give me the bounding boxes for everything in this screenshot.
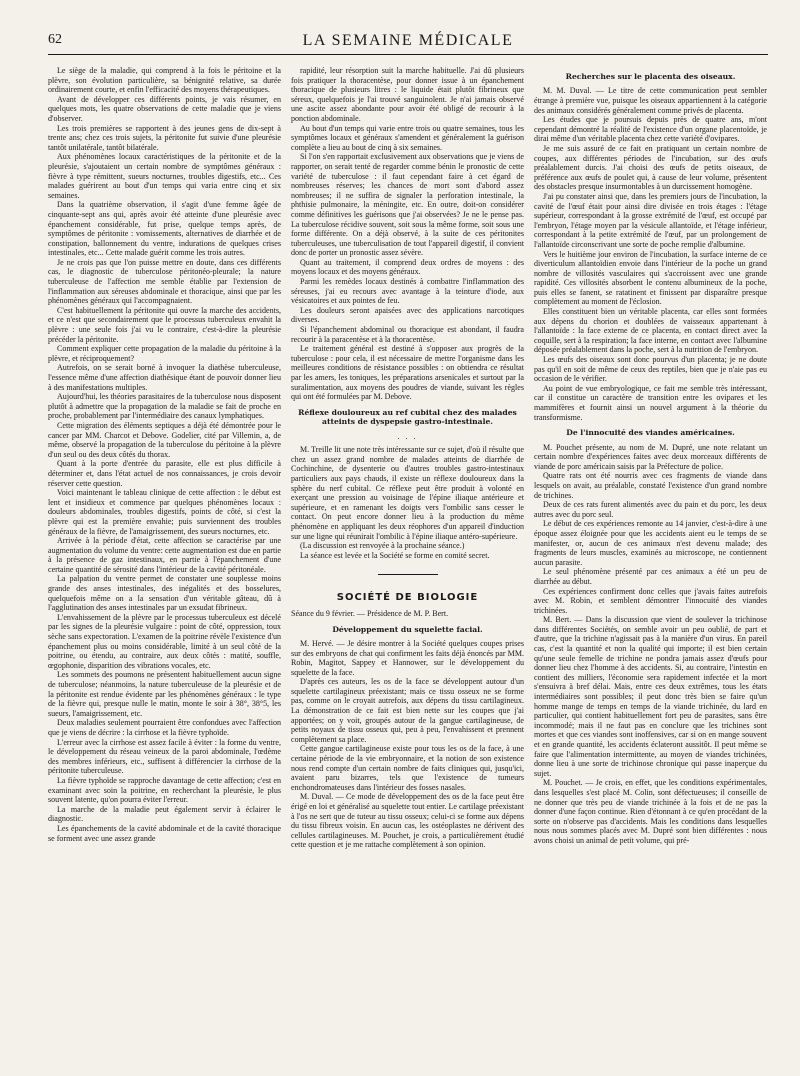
- paragraph: Autrefois, on se serait borné à invoquer la diathèse tuberculeuse, l'essence même d'une affection diathésique étant de pouvoir donner lieu à des manifestations multiples.: [48, 363, 281, 392]
- section-divider: [378, 574, 438, 575]
- heading-squelette-facial: Développement du squelette facial.: [332, 624, 483, 634]
- treille-article: [291, 445, 524, 560]
- paragraph: Quatre rats ont été nourris avec ces fragments de viande dans lesquels on avait, au préalable, constaté l'existence d'un grand nombre de trichines.: [534, 471, 767, 500]
- paragraph: M. Pouchet. — Je crois, en effet, que les conditions expérimentales, dans lesquelles s'est placé M. Colin, sont défectueuses; il conseille de ne donner que très peu de viande trichinée à la fois et de ne pas la donner d'une façon continue. Rien d'étonnant à ce qu'en procédant de la sorte on n'observe pas d'accidents. Mais les conditions dans lesquelles nous nous sommes placés avec M. Dupré sont bien différentes : nous avons choisi un animal de petit volume, qui pré-: [534, 778, 767, 845]
- paragraph: Aujourd'hui, les théories parasitaires de la tuberculose nous disposent plutôt à admettre que la propagation de la maladie se fait de proche en proche, probablement par l'intermédiaire des canaux lymphatiques.: [48, 392, 281, 421]
- paragraph: Je ne crois pas que l'on puisse mettre en doute, dans ces différents cas, le diagnostic de tuberculose péritonéo-pleurale; la nature tuberculeuse de l'affection me semble établie par l'extension de l'inflammation aux séreuses abdominale et thoracique, ainsi que par les phénomènes généraux qui l'accompagnaient.: [48, 257, 281, 306]
- paragraph: Parmi les remèdes locaux destinés à combattre l'inflammation des séreuses, j'ai eu recours avec avantage à la teinture d'iode, aux vésicatoires et aux pointes de feu.: [291, 277, 524, 306]
- page-number: 62: [48, 32, 62, 47]
- paragraph: Arrivée à la période d'état, cette affection se caractérise par une augmentation du volume du ventre: cette augmentation est due en partie à la présence de gaz intestinaux, en partie à l'épanchement d'une certaine quantité de sérosité dans l'intérieur de la cavité péritonéale.: [48, 536, 281, 574]
- paragraph: La marche de la maladie peut également servir à éclairer le diagnostic.: [48, 804, 281, 824]
- paragraph: C'est habituellement la péritonite qui ouvre la marche des accidents, et ce n'est que secondairement que le processus tuberculeux envahit la plèvre : une seule fois j'ai vu le contraire, c'est-à-dire la pleurésie précéder la péritonite.: [48, 305, 281, 344]
- paragraph: Cette migration des éléments septiques a déjà été démontrée pour le cancer par MM. Charcot et Debove. Godelier, cité par Villemin, a, de même, observé la propagation de la tuberculose du péritoine à la plèvre d'un seul ou des deux côtés du thorax.: [48, 420, 281, 459]
- column-1: [48, 66, 281, 1062]
- paragraph: M. Hervé. — Je désire montrer à la Société quelques coupes prises sur des embryons de chat qui confirment les faits déjà énoncés par MM. Robin, Magitot, Sappey et Hannower, sur le développement du squelette de la face.: [291, 638, 524, 677]
- heading-reflexe-douloureux: Réflexe douloureux au ref cubital chez des malades atteints de dyspepsie gastro-intestinale.: [298, 407, 517, 427]
- paragraph: Les épanchements de la cavité abdominale et de la cavité thoracique se forment avec une assez grande: [48, 823, 281, 843]
- paragraph: La fièvre typhoïde se rapproche davantage de cette affection; c'est en examinant avec soin la poitrine, en recherchant la pleurésie, le plus souvent latente, qu'on pourra éviter l'erreur.: [48, 775, 281, 805]
- paragraph: Avant de développer ces différents points, je vais résumer, en quelques mots, les quatre observations de cette maladie que je viens d'observer.: [48, 94, 281, 123]
- paragraph: M. Treille lit une note très intéressante sur ce sujet, d'où il résulte que chez un assez grand nombre de malades atteints de diarrhée de Cochinchine, de dysenterie ou d'autres troubles gastro-intestinaux particuliers aux pays chauds, il existe un réflexe douloureux dans la sphère du nerf cubital. Ce réflexe peut être produit à volonté en exerçant une pression au voisinage de l'épine iliaque antérieure et supérieure, et en ramenant les doigts vers l'ombilic sans cesser le contact. On peut encore donner lieu à la production du même phénomène en appliquant les deux réophores d'un appareil d'induction sur une ligne qui réunirait l'ombilic à l'épine iliaque antéro-supérieure.: [291, 445, 524, 541]
- paragraph: Quant au traitement, il comprend deux ordres de moyens : des moyens locaux et des moyens généraux.: [291, 257, 524, 277]
- journal-title: LA SEMAINE MÉDICALE: [302, 32, 514, 49]
- paragraph: Au point de vue embryologique, ce fait me semble très intéressant, car il constitue un caractère de transition entre les ovipares et les mammifères et fournit ainsi un nouvel argument à la théorie du transformisme.: [534, 383, 767, 422]
- section-title-societe-biologie: SOCIÉTÉ DE BIOLOGIE: [336, 592, 479, 604]
- paragraph: Dans la quatrième observation, il s'agit d'une femme âgée de cinquante-sept ans qui, après avoir été atteinte d'une pleurésie avec épanchement considérable, fut prise, quelque temps après, de symptômes de péritonite : vomissements, alternatives de diarrhée et de constipation, ballonnement du ventre, indurations de quelques crises intestinales, etc... Cette malade guérit comme les trois autres.: [48, 200, 281, 258]
- paragraph: Cette gangue cartilagineuse existe pour tous les os de la face, à une certaine période de la vie embryonnaire, et la notion de son existence nous rend compte d'un certain nombre de faits cliniques qui, jusqu'ici, avaient paru bizarres, tels que l'existence de tumeurs enchondromateuses dans l'intérieur des fosses nasales.: [291, 744, 524, 792]
- paragraph: Le siège de la maladie, qui comprend à la fois le péritoine et la plèvre, son évolution particulière, sa bénignité relative, sa durée ordinairement courte, et enfin l'efficacité des moyens thérapeutiques.: [48, 66, 281, 95]
- paragraph: (La discussion est renvoyée à la prochaine séance.): [300, 541, 465, 551]
- paragraph: Je me suis assuré de ce fait en pratiquant un certain nombre de coupes, aux différentes périodes de l'incubation, sur des œufs préalablement durcis. J'ai choisi des œufs de petits oiseaux, de préférence aux œufs de poulet qui, à cause de leur volume, présentent des obstacles presque insurmontables à un durcissement homogène.: [534, 143, 767, 192]
- squelette-article: [291, 639, 524, 850]
- tuberculosis-article-end: [291, 66, 524, 402]
- column-3: [534, 66, 767, 1062]
- paragraph: M. Duval. — Ce mode de développement des os de la face peut être érigé en loi et généralisé au squelette tout entier. Le cartilage préexistant à l'os ne sert que de tuteur au tissu osseux; celui-ci se forme aux dépens du tissu fibreux voisin. En aucun cas, les ostéoplastes ne dérivent des cellules cartilagineuses. M. Pouchet, je crois, a particulièrement étudié cette question et je me rattache complètement à son opinion.: [291, 792, 524, 850]
- paragraph: Le seul phénomène présenté par ces animaux a été un peu de diarrhée au début.: [534, 567, 767, 586]
- paragraph: Si l'on s'en rapportait exclusivement aux observations que je viens de rapporter, on serait tenté de regarder comme bénin le pronostic de cette variété de tuberculose : il faut cependant faire à cet égard de nombreuses réserves; les chances de mort sont d'abord assez nombreuses; il ne suffira de signaler la perforation intestinale, la phthisie pulmonaire, la méningite, etc. En outre, doit-on considérer comme définitives les guérisons que j'ai observées? Je ne le pense pas. La tuberculose récidive souvent, soit sous la même forme, soit sous une forme différente. On a déjà observé, à la suite de ces péritonites tuberculeuses, une tuberculisation de tout l'appareil digestif, il convient donc de porter un pronostic assez sévère.: [291, 152, 524, 258]
- paragraph: Comment expliquer cette propagation de la maladie du péritoine à la plèvre, et réciproquement?: [48, 344, 281, 363]
- paragraph: J'ai pu constater ainsi que, dans les premiers jours de l'incubation, la cavité de l'œuf était pour ainsi dire divisée en trois étages : l'étage supérieur, correspondant à la grosse extrémité de l'œuf, est occupé par l'embryon, l'étage moyen par la vésicule allantoïde, et l'étage inférieur, correspondant à la petite extrémité de l'œuf, par un prolongement de l'allantoïde circonscrivant une sorte de poche remplie d'albumine.: [534, 191, 767, 249]
- paragraph: L'envahissement de la plèvre par le processus tuberculeux est décelé par les signes de la pleurésie vulgaire : point de côté, oppression, toux sèche sans expectoration. L'examen de la poitrine révèle l'existence d'un épanchement plus ou moins considérable, limité à un seul côté de la poitrine, ou étendu, au contraire, aux deux côtés : matité, souffle, œgophonie, disparition des vibrations vocales, etc.: [48, 612, 281, 670]
- paragraph: Le traitement général est destiné à s'opposer aux progrès de la tuberculose : pour cela, il est nécessaire de mettre l'organisme dans les meilleures conditions de résistance possibles : on obtiendra ce résultat par les amers, les toniques, les préparations arsenicales et surtout par la suralimentation, aux moyens des poudres de viande, suivant les règles qui ont été formulées par M. Debove.: [291, 344, 524, 402]
- paragraph: Aux phénomènes locaux caractéristiques de la péritonite et de la pleurésie, s'ajoutaient un certain nombre de symptômes généraux : fièvre à type rémittent, sueurs nocturnes, troubles digestifs, etc... Ces malades guérirent au bout d'un temps qui varia entre cinq et six semaines.: [48, 152, 281, 200]
- paragraph: Elles constituent bien un véritable placenta, car elles sont formées aux dépens du chorion et doublées de vaisseaux appartenant à l'allantoïde : la face externe de ce placenta, en contact direct avec la coquille, sert à la respiration; la face interne, en contact avec l'albumine déposée préalablement dans la poche, sert à la nutrition de l'embryon.: [534, 307, 767, 355]
- paragraph: rapidité, leur résorption suit la marche habituelle. J'ai dû plusieurs fois pratiquer la thoracentèse, pour donner issue à un épanchement thoracique de plusieurs litres : le liquide était plutôt fibrineux que séreux, quelquefois je l'ai trouvé sanguinolent. Je n'ai jamais observé une ascite assez abondante pour avoir été obligé de recourir à la ponction abdominale.: [291, 66, 524, 123]
- paragraph: Au bout d'un temps qui varie entre trois ou quatre semaines, tous les symptômes locaux et généraux s'amendent et généralement la guérison complète a lieu au bout de cinq à six semaines.: [291, 123, 524, 152]
- paragraph: L'erreur avec la cirrhose est assez facile à éviter : la forme du ventre, le développement du réseau veineux de la paroi abdominale, l'œdème des membres inférieurs, etc., suffisent à différencier la cirrhose de la péritonite tuberculeuse.: [48, 737, 281, 776]
- paragraph: La palpation du ventre permet de constater une souplesse moins grande des anses intestinales, des inégalités et des bosselures, quelquefois même on a la sensation d'un véritable gâteau, dû à l'agglutination des anses intestinales par un exsudat fibrineux.: [48, 574, 281, 613]
- seance-line: Séance du 9 février. — Présidence de M. P. Bert.: [291, 608, 449, 618]
- placenta-article: [534, 86, 767, 422]
- viandes-article: [534, 443, 767, 846]
- paragraph: La séance est levée et la Société se forme en comité secret.: [300, 550, 490, 560]
- column-2: [291, 66, 524, 1062]
- paragraph: D'après ces auteurs, les os de la face se développent autour d'un squelette cartilagineux préexistant; mais ce tissu osseux ne se forme pas, comme on le croyait autrefois, aux dépens du tissu cartilagineux. La démonstration de ce fait est bien nette sur les coupes que j'ai apportées; on y voit, groupés autour de la gangue cartilagineuse, de petits noyaux de tissu osseux qui, peu à peu, l'envahissent et prennent complètement sa place.: [291, 677, 524, 744]
- text-columns: [48, 66, 768, 1062]
- paragraph: M. Pouchet présente, au nom de M. Dupré, une note relatant un certain nombre d'expériences faites avec deux morceaux différents de viande de porc américain saisis par la Préfecture de police.: [534, 442, 767, 471]
- paragraph: Vers le huitième jour environ de l'incubation, la surface interne de ce diverticulum allantoïdien envoie dans l'intérieur de la poche un grand nombre de villosités vasculaires qui s'accroissent avec une grande rapidité. Ces villosités absorbent le contenu albumineux de la poche, puis elles se fanent, se ratatinent et finissent par disparaître presque complètement au moment de l'éclosion.: [534, 249, 767, 307]
- paragraph: Deux de ces rats furent alimentés avec du pain et du porc, les deux autres avec du porc seul.: [534, 500, 767, 519]
- paragraph: Les études que je poursuis depuis près de quatre ans, m'ont cependant démontré la réalité de l'existence d'un organe placentoïde, je dirai même d'un véritable placenta chez cette variété d'ovipares.: [534, 115, 767, 144]
- paragraph: Ces expériences confirment donc celles que j'avais faites autrefois avec M. Robin, et semblent démontrer l'innocuité des viandes trichinées.: [534, 586, 767, 615]
- newspaper-page: [48, 32, 768, 1062]
- paragraph: Quant à la porte d'entrée du parasite, elle est plus difficile à déterminer et, dans l'état actuel de nos connaissances, je crois devoir réserver cette question.: [48, 459, 281, 488]
- separator-dots: . . .: [397, 431, 418, 441]
- paragraph: Les sommets des poumons ne présentent habituellement aucun signe de tuberculose; néanmoins, la nature tuberculeuse de la pleurésie et de la péritonite est rendue évidente par les phénomènes généraux : le type de la fièvre qui, presque nulle le matin, monte le soir à 38°, 38°5, les sueurs, l'amaigrissement, etc.: [48, 670, 281, 718]
- paragraph: Les œufs des oiseaux sont donc pourvus d'un placenta; je ne doute pas qu'il en soit de même de ceux des reptiles, bien que je n'aie pas eu occasion de le vérifier.: [534, 355, 767, 384]
- page-header: [48, 32, 768, 55]
- paragraph: Si l'épanchement abdominal ou thoracique est abondant, il faudra recourir à la paracentèse et à la thoracentèse.: [291, 325, 524, 344]
- paragraph: Les douleurs seront apaisées avec des applications narcotiques diverses.: [291, 305, 524, 325]
- paragraph: M. Bert. — Dans la discussion que vient de soulever la trichinose dans différentes Sociétés, on semble avoir un peu oublié, de part et d'autre, que la trichine n'agissait pas à la manière d'un virus. En pareil cas, c'est la quantité et non la qualité qui importe; il est bien certain qu'une seule femelle de trichine ne pondra jamais assez d'œufs pour donner lieu chez l'homme à des accidents. Si, au contraire, l'intestin en contient des milliers, l'économie sera rapidement infectée et la mort s'ensuivra à bref délai. Mais, entre ces deux extrêmes, tous les états intermédiaires sont possibles; il peut donc très bien se faire qu'un homme mange de temps en temps de la viande trichinée, du lard en particulier, qui contient habituellement fort peu de parasites, sans être incommodé; mais il ne faut pas en conclure que les trichines sont mortes et que ces viandes sont inoffensives, car si on en mange souvent et en grande quantité, les accidents éclateront aussitôt. Il peut même se faire que l'alimentation intermittente, au moyen de viandes trichinées, donne lieu à une sorte de trichinose chronique qui passe inaperçue du sujet.: [534, 615, 767, 778]
- paragraph: Les trois premières se rapportent à des jeunes gens de dix-sept à trente ans; chez ces trois sujets, la péritonite fut suivie d'une pleurésie tantôt unilatérale, tantôt bilatérale.: [48, 123, 281, 152]
- paragraph: Voici maintenant le tableau clinique de cette affection : le début est lent et insidieux et commence par quelques phénomènes locaux : douleurs abdominales, troubles digestifs, points de côté, si c'est la plèvre qui est la première envahie; puis surviennent des troubles généraux de la fièvre, de l'amaigrissement, des sueurs nocturnes, etc.: [48, 488, 281, 536]
- paragraph: M. M. Duval. — Le titre de cette communication peut sembler étrange à première vue, puisque les oiseaux appartiennent à la catégorie des animaux considérés généralement comme privés de placenta.: [534, 86, 767, 115]
- heading-placenta-oiseaux: Recherches sur le placenta des oiseaux.: [565, 72, 736, 81]
- paragraph: Deux maladies seulement pourraient être confondues avec l'affection que je viens de décrire : la cirrhose et la fièvre typhoïde.: [48, 718, 281, 737]
- heading-viandes-americaines: De l'innocuité des viandes américaines.: [566, 428, 735, 438]
- paragraph: Le début de ces expériences remonte au 14 janvier, c'est-à-dire à une époque assez éloignée pour que les accidents aient eu le temps de se manifester, or, aucun de ces animaux n'est devenu malade; des fragments de leurs muscles, examinés au microscope, ne contiennent aucun parasite.: [534, 519, 767, 567]
